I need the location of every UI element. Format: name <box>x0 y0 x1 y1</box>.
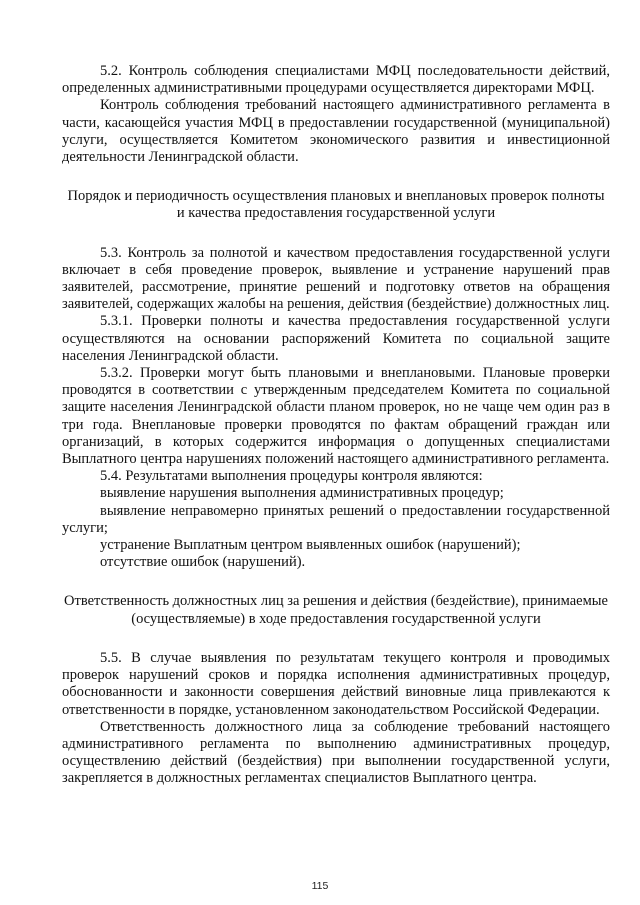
paragraph-5-2: 5.2. Контроль соблюдения специалистами МФЦ последовательности действий, определенных административными процедурами осуществляется директорами МФЦ. <box>62 63 610 97</box>
paragraph-5-4: 5.4. Результатами выполнения процедуры контроля являются: <box>100 468 483 485</box>
list-item: устранение Выплатным центром выявленных ошибок (нарушений); <box>100 537 521 554</box>
section-heading-inspections: Порядок и периодичность осуществления плановых и внеплановых проверок полноты и качества предоставления государственной услуги <box>67 188 605 222</box>
paragraph-5-5: 5.5. В случае выявления по результатам текущего контроля и проводимых проверок нарушений сроков и порядка исполнения административных процедур, обоснованности и законности совершения действий виновные лица привлекаются к ответственности в порядке, установленном законодательством Российской Федерации. <box>62 649 610 718</box>
section-heading-responsibility: Ответственность должностных лиц за решения и действия (бездействие), принимаемые (осуществляемые) в ходе предоставления государственной услуги <box>64 593 608 627</box>
list-item: выявление неправомерно принятых решений о предоставлении государственной услуги; <box>62 502 610 536</box>
paragraph-official-responsibility: Ответственность должностного лица за соблюдение требований настоящего административного регламента по выполнению административных процедур, осуществлению действий (бездействия) при выполнении государственной услуги, закрепляется в должностных регламентах специалистов Выплатного центра. <box>62 718 610 787</box>
page-number: 115 <box>311 880 329 892</box>
paragraph-5-3-2: 5.3.2. Проверки могут быть плановыми и внеплановыми. Плановые проверки проводятся в соответствии с утвержденным председателем Комитета по социальной защите населения Ленинградской области планом проверок, но не чаще чем один раз в три года. Внеплановые проверки проводятся по фактам обращений граждан или организаций, в которых содержится информация о допущенных специалистами Выплатного центра нарушениях положений настоящего административного регламента. <box>62 365 610 468</box>
paragraph-5-3-1: 5.3.1. Проверки полноты и качества предоставления государственной услуги осуществляются на основании распоряжений Комитета по социальной защите населения Ленинградской области. <box>62 313 610 364</box>
list-item: отсутствие ошибок (нарушений). <box>100 554 306 571</box>
page-body <box>62 63 610 788</box>
list-item: выявление нарушения выполнения административных процедур; <box>100 485 504 502</box>
paragraph-5-3: 5.3. Контроль за полнотой и качеством предоставления государственной услуги включает в себя проведение проверок, выявление и устранение нарушений прав заявителей, рассмотрение, принятие решений и подготовку ответов на обращения заявителей, содержащих жалобы на решения, действия (бездействие) должностных лиц. <box>62 244 610 313</box>
paragraph-mfc-control: Контроль соблюдения требований настоящего административного регламента в части, касающейся участия МФЦ в предоставлении государственной (муниципальной) услуги, осуществляется Комитетом экономического развития и инвестиционной деятельности Ленинградской области. <box>62 97 610 166</box>
